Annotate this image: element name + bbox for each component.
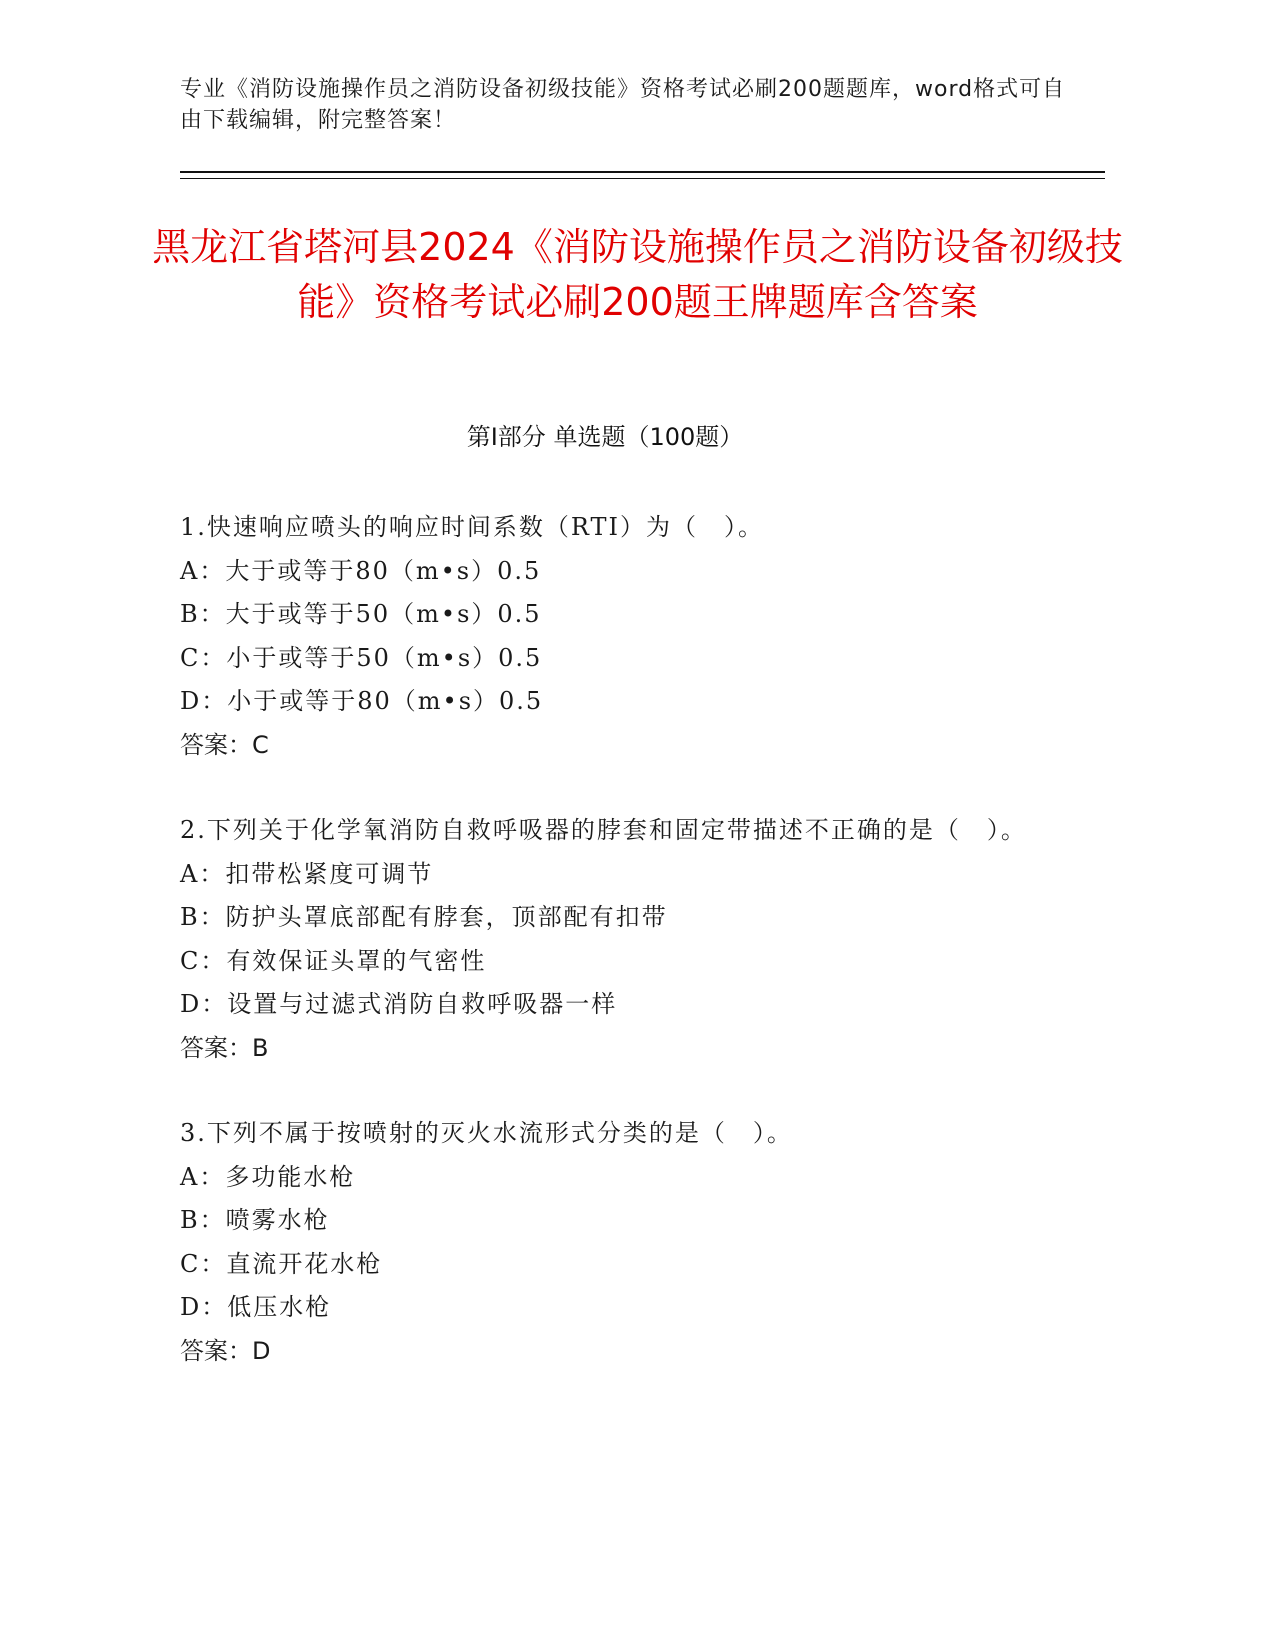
- option-a: A：大于或等于80（m•s）0.5: [180, 556, 542, 585]
- answer: 答案：B: [180, 1033, 269, 1062]
- option-a: A：扣带松紧度可调节: [180, 859, 434, 888]
- header-note: 专业《消防设施操作员之消防设备初级技能》资格考试必刷200题题库，word格式可自由下载编辑，附完整答案！: [180, 77, 1066, 133]
- question-stem: 1.快速响应喷头的响应时间系数（RTI）为（ ）。: [180, 513, 765, 541]
- header-divider-thick: [180, 171, 1105, 173]
- question-1: [180, 506, 1120, 767]
- header-divider-thin: [180, 178, 1105, 179]
- option-c: C：小于或等于50（m•s）0.5: [180, 643, 543, 672]
- option-b: B：防护头罩底部配有脖套，顶部配有扣带: [180, 903, 668, 931]
- option-d: D：低压水枪: [180, 1293, 332, 1321]
- question-2: [180, 809, 1120, 1070]
- question-list: [180, 506, 1120, 1415]
- option-d: D：小于或等于80（m•s）0.5: [180, 687, 544, 715]
- document-title: 黑龙江省塔河县2024《消防设施操作员之消防设备初级技能》资格考试必刷200题王牌题库含答案: [152, 225, 1123, 324]
- option-d: D：设置与过滤式消防自救呼吸器一样: [180, 990, 618, 1018]
- option-b: B：大于或等于50（m•s）0.5: [180, 600, 542, 628]
- question-stem: 3.下列不属于按喷射的灭火水流形式分类的是（ ）。: [180, 1119, 793, 1147]
- option-c: C：直流开花水枪: [180, 1249, 383, 1278]
- question-stem: 2.下列关于化学氧消防自救呼吸器的脖套和固定带描述不正确的是（ ）。: [180, 816, 1027, 844]
- answer: 答案：C: [180, 730, 269, 759]
- answer: 答案：D: [180, 1336, 271, 1365]
- question-3: [180, 1112, 1120, 1373]
- option-a: A：多功能水枪: [180, 1162, 356, 1191]
- option-c: C：有效保证头罩的气密性: [180, 946, 487, 975]
- option-b: B：喷雾水枪: [180, 1206, 330, 1234]
- section-title: 第Ⅰ部分 单选题（100题）: [466, 423, 744, 451]
